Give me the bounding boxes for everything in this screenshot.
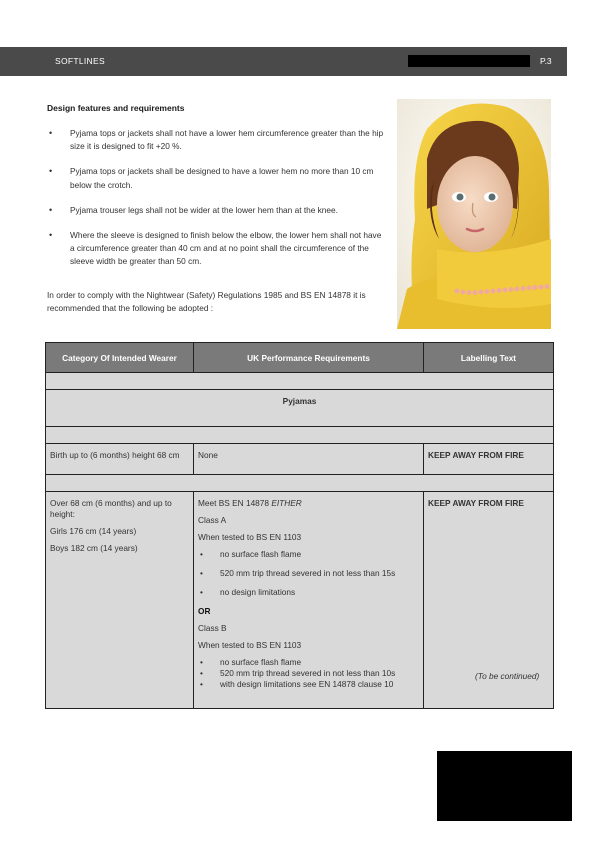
child-in-yellow-hood-image: [397, 99, 551, 329]
meet-standard: Meet BS EN 14878 EITHER: [198, 498, 302, 508]
requirement-cell: [194, 492, 424, 709]
column-header-labelling: Labelling Text: [424, 343, 554, 373]
list-item: • no design limitations: [200, 587, 296, 597]
labelling-cell: KEEP AWAY FROM FIRE: [424, 444, 554, 475]
requirements-table: [45, 342, 554, 709]
spacer-row: [46, 427, 554, 444]
intro-paragraph: In order to comply with the Nightwear (Safety) Regulations 1985 and BS EN 14878 it is recommended that the following be adopted :: [47, 290, 366, 313]
column-header-requirements: UK Performance Requirements: [194, 343, 424, 373]
class-a-test: When tested to BS EN 1103: [198, 532, 302, 542]
list-item: • with design limitations see EN 14878 clause 10: [200, 679, 394, 689]
spacer-row: [46, 475, 554, 492]
class-b-list: [198, 657, 419, 690]
class-a-list: [198, 549, 419, 598]
column-header-category: Category Of Intended Wearer: [46, 343, 194, 373]
category-text: Over 68 cm (6 months) and up to height:: [50, 498, 172, 519]
page-number: P.3: [540, 56, 552, 66]
continued-note: (To be continued): [475, 671, 540, 681]
category-cell: [46, 492, 194, 709]
table-header-row: [46, 343, 554, 373]
class-b-heading: Class B: [198, 623, 227, 633]
page-header: [0, 47, 567, 76]
list-item: • Where the sleeve is designed to finish below the elbow, the lower hem shall not have a circumference greater than 40 cm and at no point shall the circumference of the sleeve width be greater than 50 cm.: [49, 230, 382, 267]
list-item: • 520 mm trip thread severed in not less than 10s: [200, 668, 396, 678]
design-requirements-list: [47, 127, 387, 281]
list-item: • 520 mm trip thread severed in not less than 15s: [200, 568, 396, 578]
header-redaction: [408, 55, 530, 67]
category-cell: Birth up to (6 months) height 68 cm: [46, 444, 194, 475]
list-item: • no surface flash flame: [200, 549, 302, 559]
or-separator: OR: [198, 606, 211, 616]
labelling-cell: KEEP AWAY FROM FIRE: [424, 492, 554, 709]
spacer-row: [46, 373, 554, 390]
requirement-cell: None: [194, 444, 424, 475]
list-item: • Pyjama tops or jackets shall be designed to have a lower hem no more than 10 cm below the crotch.: [49, 166, 374, 190]
class-a-heading: Class A: [198, 515, 227, 525]
table-row: [46, 444, 554, 475]
child-photo: [397, 99, 551, 329]
section-title: Design features and requirements: [47, 103, 185, 113]
list-item: • no surface flash flame: [200, 657, 302, 667]
class-b-test: When tested to BS EN 1103: [198, 640, 302, 650]
list-item: • Pyjama trouser legs shall not be wider at the lower hem than at the knee.: [49, 204, 338, 215]
section-heading-pyjamas: Pyjamas: [46, 390, 554, 427]
header-title: SOFTLINES: [55, 56, 105, 66]
bottom-redaction: [437, 751, 572, 821]
list-item: • Pyjama tops or jackets shall not have a lower hem circumference greater than the hip size it is designed to fit +20 %.: [49, 128, 384, 152]
girls-height: Girls 176 cm (14 years): [50, 526, 137, 536]
boys-height: Boys 182 cm (14 years): [50, 543, 138, 553]
section-row: [46, 390, 554, 427]
